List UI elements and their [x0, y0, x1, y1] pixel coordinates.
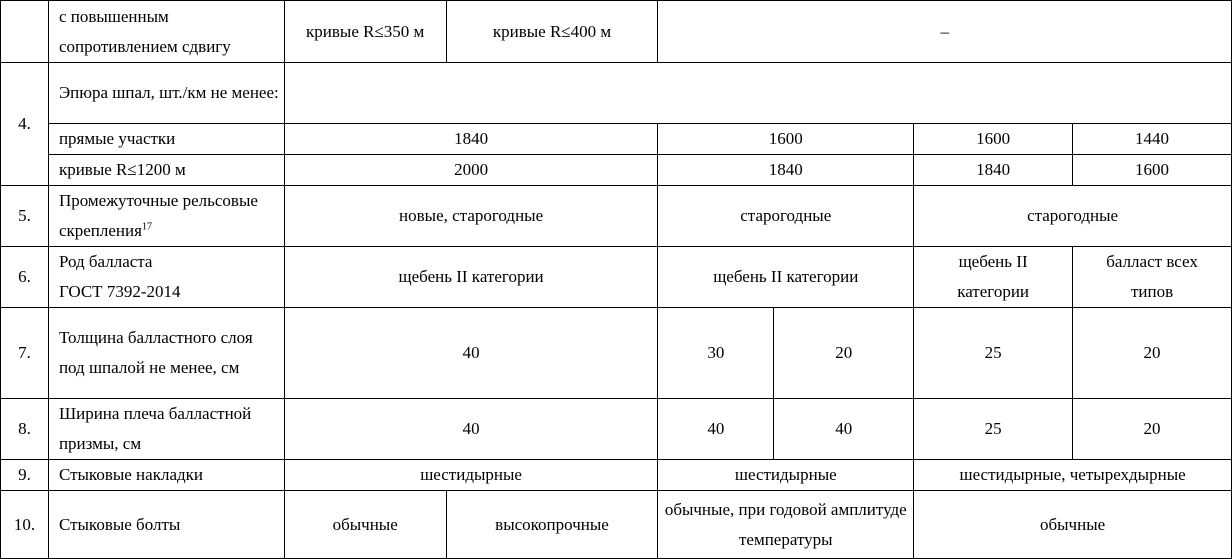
- row-label: [48, 247, 284, 308]
- row-label: кривые R≤1200 м: [48, 155, 284, 186]
- row-number: 8.: [1, 399, 49, 460]
- row-number: 6.: [1, 247, 49, 308]
- table-cell: 1600: [1073, 155, 1232, 186]
- table-cell: 25: [914, 399, 1073, 460]
- table-row: [1, 63, 1232, 124]
- row-label: Ширина плеча балластной призмы, см: [48, 399, 284, 460]
- table-cell: щебень II категории: [284, 247, 658, 308]
- table-row: [1, 1, 1232, 63]
- table-cell: балласт всех типов: [1073, 247, 1232, 308]
- row-number: 9.: [1, 460, 49, 491]
- table-cell: обычные: [284, 491, 446, 559]
- footnote-marker: 17: [141, 221, 152, 233]
- row-number: 10.: [1, 491, 49, 559]
- table-cell: 2000: [284, 155, 658, 186]
- row-number: 4.: [1, 63, 49, 186]
- row-label-line: Род балласта: [58, 252, 153, 271]
- row-label: Стыковые болты: [48, 491, 284, 559]
- table-cell: 40: [774, 399, 914, 460]
- table-cell: 20: [1073, 399, 1232, 460]
- row-label: Эпюра шпал, шт./км не менее:: [48, 63, 284, 124]
- table-cell: обычные, при годовой амплитуде температуры: [658, 491, 914, 559]
- row-number: 5.: [1, 186, 49, 247]
- table-cell: 1600: [658, 124, 914, 155]
- row-label: с повышенным сопротивлением сдвигу: [48, 1, 284, 63]
- table-cell: 1840: [284, 124, 658, 155]
- table-cell: 1440: [1073, 124, 1232, 155]
- table-row: [1, 399, 1232, 460]
- table-cell: щебень II категории: [914, 247, 1073, 308]
- table-cell: 25: [914, 308, 1073, 399]
- table-cell: 40: [658, 399, 774, 460]
- row-label: Толщина балластного слоя под шпалой не менее, см: [48, 308, 284, 399]
- table-row: [1, 460, 1232, 491]
- row-label-text: Промежуточные рельсовые скрепления: [58, 191, 258, 240]
- table-cell: 1600: [914, 124, 1073, 155]
- table-cell: шестидырные, четырехдырные: [914, 460, 1232, 491]
- table-cell: шестидырные: [658, 460, 914, 491]
- table-cell: 1840: [658, 155, 914, 186]
- table-cell: 20: [1073, 308, 1232, 399]
- table-cell: 30: [658, 308, 774, 399]
- table-row: [1, 491, 1232, 559]
- row-label: Стыковые накладки: [48, 460, 284, 491]
- table-cell: 20: [774, 308, 914, 399]
- table-cell: старогодные: [658, 186, 914, 247]
- table-cell: кривые R≤350 м: [284, 1, 446, 63]
- table-cell: 1840: [914, 155, 1073, 186]
- table-cell: [284, 63, 1231, 124]
- table-cell: обычные: [914, 491, 1232, 559]
- table-cell: старогодные: [914, 186, 1232, 247]
- table-row: [1, 124, 1232, 155]
- table-cell: 40: [284, 308, 658, 399]
- table-cell: высокопрочные: [446, 491, 658, 559]
- row-label-line: ГОСТ 7392-2014: [58, 282, 181, 301]
- table-cell: 40: [284, 399, 658, 460]
- row-number: 7.: [1, 308, 49, 399]
- table-cell: новые, старогодные: [284, 186, 658, 247]
- table-cell: –: [658, 1, 1232, 63]
- table-cell: кривые R≤400 м: [446, 1, 658, 63]
- table-row: [1, 247, 1232, 308]
- table-row: [1, 308, 1232, 399]
- table-row: [1, 186, 1232, 247]
- row-label: прямые участки: [48, 124, 284, 155]
- table-cell: щебень II категории: [658, 247, 914, 308]
- table-cell: шестидырные: [284, 460, 658, 491]
- row-number-cell: [1, 1, 49, 63]
- row-label: [48, 186, 284, 247]
- table-row: [1, 155, 1232, 186]
